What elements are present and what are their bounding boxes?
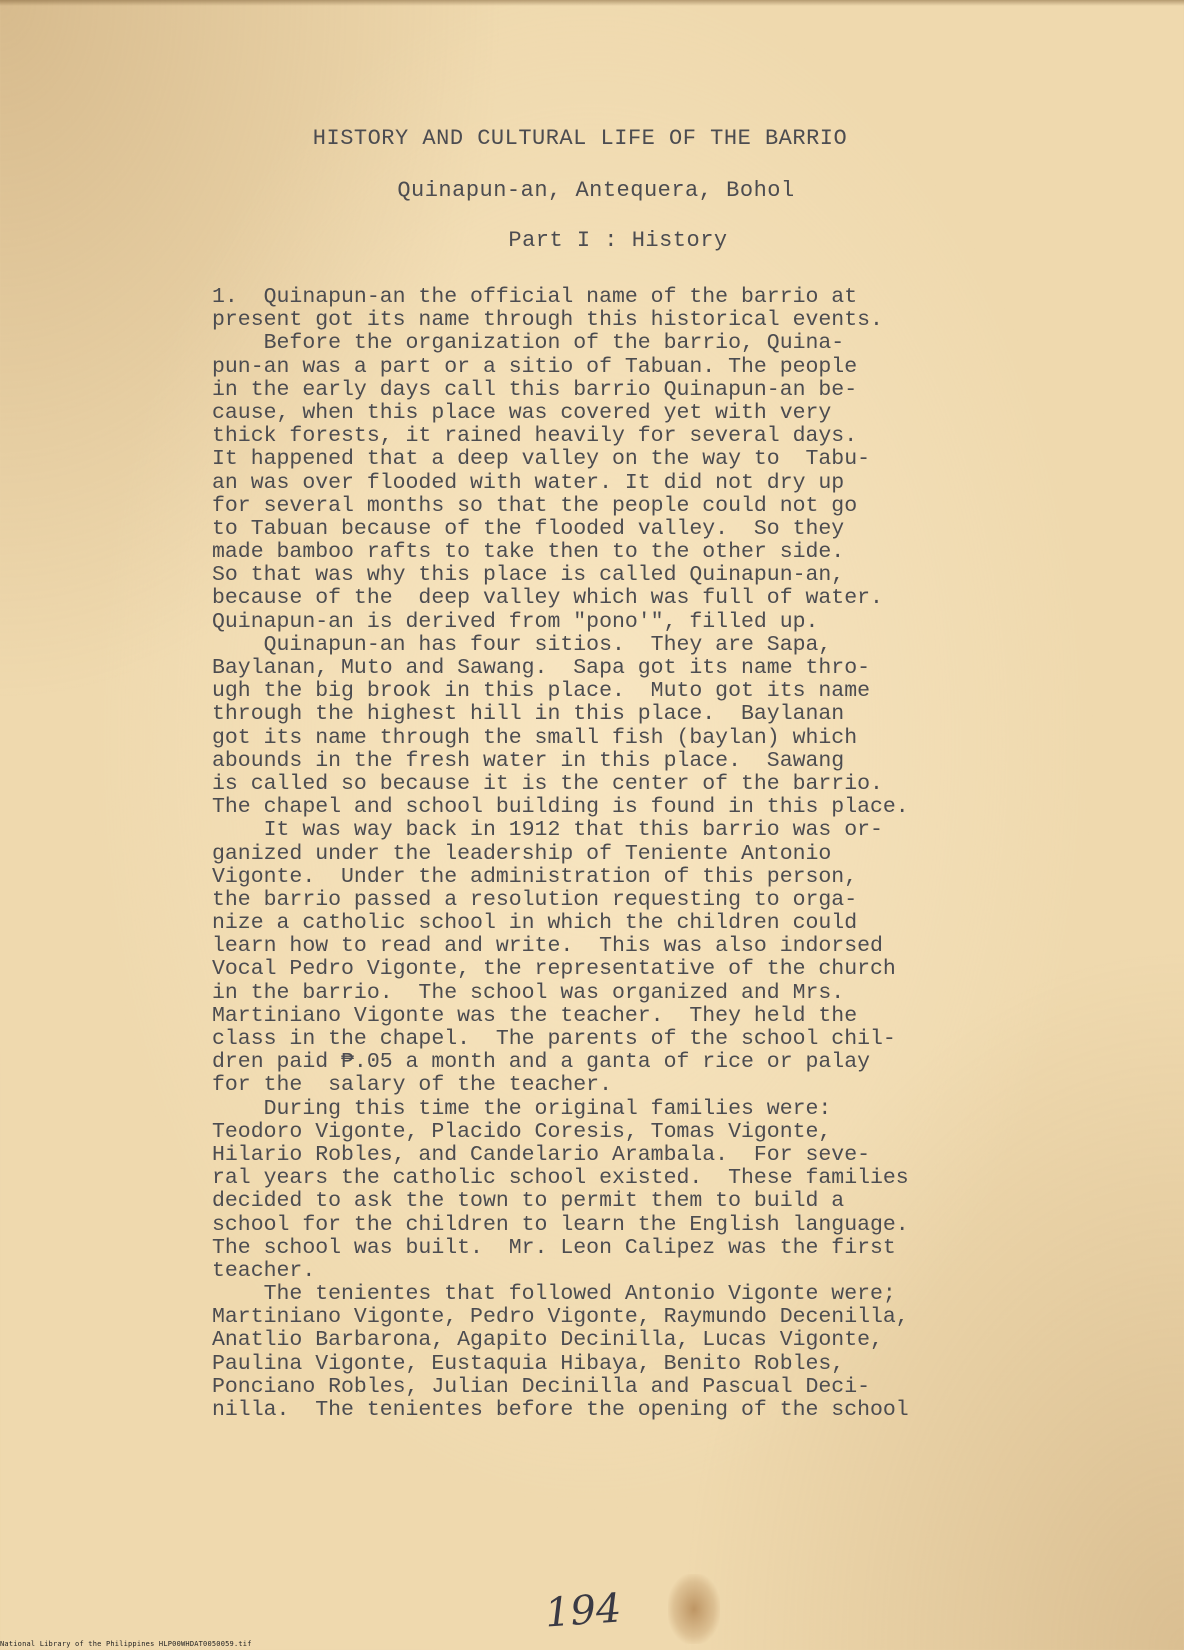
- text-line: Vocal Pedro Vigonte, the representative of the church: [212, 957, 896, 982]
- body-text: [212, 286, 1072, 1422]
- text-line: 1. Quinapun-an the official name of the barrio at: [212, 285, 858, 309]
- text-line: is called so because it is the center of the barrio.: [212, 771, 883, 796]
- text-line: school for the children to learn the English language.: [212, 1212, 909, 1237]
- paper-stain: [668, 1574, 720, 1644]
- text-line: Hilario Robles, and Candelario Arambala. For seve-: [212, 1142, 871, 1167]
- text-line: cause, when this place was covered yet with very: [212, 400, 832, 425]
- text-line: Anatlio Barbarona, Agapito Decinilla, Lucas Vigonte,: [212, 1328, 883, 1353]
- text-line: ugh the big brook in this place. Muto got its name: [212, 679, 871, 704]
- text-line: present got its name through this historical events.: [212, 308, 883, 333]
- handwritten-page-number: 194: [543, 1585, 623, 1637]
- text-line: to Tabuan because of the flooded valley. So they: [212, 516, 845, 541]
- text-line: for the salary of the teacher.: [212, 1073, 612, 1098]
- text-line: because of the deep valley which was full of water.: [212, 586, 883, 611]
- text-line: got its name through the small fish (baylan) which: [212, 725, 858, 750]
- text-line: for several months so that the people could not go: [212, 493, 858, 518]
- text-line: The tenientes that followed Antonio Vigonte were;: [212, 1282, 896, 1307]
- text-line: Vigonte. Under the administration of this person,: [212, 864, 858, 889]
- text-line: Paulina Vigonte, Eustaquia Hibaya, Benito Robles,: [212, 1351, 845, 1376]
- text-line: the barrio passed a resolution requesting to orga-: [212, 887, 858, 912]
- text-line: Teodoro Vigonte, Placido Coresis, Tomas Vigonte,: [212, 1119, 832, 1144]
- document-title: HISTORY AND CULTURAL LIFE OF THE BARRIO: [312, 126, 848, 151]
- text-line: The chapel and school building is found in this place.: [212, 795, 909, 820]
- text-line: ral years the catholic school existed. These families: [212, 1166, 909, 1191]
- text-line: decided to ask the town to permit them to build a: [212, 1189, 845, 1214]
- text-line: The school was built. Mr. Leon Calipez was the first: [212, 1235, 896, 1260]
- text-line: So that was why this place is called Quinapun-an,: [212, 563, 845, 588]
- text-line: It happened that a deep valley on the way to Tabu-: [212, 447, 871, 472]
- text-line: Martiniano Vigonte, Pedro Vigonte, Raymundo Decenilla,: [212, 1305, 909, 1330]
- text-line: thick forests, it rained heavily for several days.: [212, 424, 858, 449]
- text-line: through the highest hill in this place. Baylanan: [212, 702, 845, 727]
- text-line: an was over flooded with water. It did not dry up: [212, 470, 845, 495]
- text-line: ganized under the leadership of Teniente Antonio: [212, 841, 832, 866]
- text-line: abounds in the fresh water in this place. Sawang: [212, 748, 845, 773]
- paper-edge: [0, 0, 1184, 6]
- text-line: Quinapun-an has four sitios. They are Sapa,: [212, 632, 832, 657]
- section-heading: Part I : History: [508, 228, 728, 253]
- text-line: Baylanan, Muto and Sawang. Sapa got its name thro-: [212, 656, 871, 680]
- text-line: Ponciano Robles, Julian Decinilla and Pascual Deci-: [212, 1374, 871, 1399]
- document-subtitle: Quinapun-an, Antequera, Bohol: [397, 178, 795, 203]
- text-line: nize a catholic school in which the children could: [212, 911, 858, 936]
- text-line: teacher.: [212, 1258, 316, 1283]
- text-line: It was way back in 1912 that this barrio was or-: [212, 818, 883, 843]
- text-line: in the barrio. The school was organized and Mrs.: [212, 980, 845, 1005]
- text-line: dren paid ₱.05 a month and a ganta of rice or palay: [212, 1050, 871, 1075]
- text-line: class in the chapel. The parents of the school chil-: [212, 1027, 896, 1051]
- text-line: in the early days call this barrio Quinapun-an be-: [212, 377, 858, 402]
- text-line: During this time the original families were:: [212, 1096, 832, 1121]
- text-line: nilla. The tenientes before the opening of the school: [212, 1398, 909, 1422]
- text-line: Martiniano Vigonte was the teacher. They held the: [212, 1003, 858, 1028]
- text-line: learn how to read and write. This was also indorsed: [212, 934, 883, 959]
- text-line: made bamboo rafts to take then to the other side.: [212, 540, 845, 565]
- text-line: Before the organization of the barrio, Quina-: [212, 331, 845, 356]
- scan-caption: National Library of the Philippines HLP00WHDAT0050059.tif: [0, 1640, 252, 1648]
- text-line: pun-an was a part or a sitio of Tabuan. The people: [212, 354, 858, 379]
- text-line: Quinapun-an is derived from "pono'", filled up.: [212, 609, 819, 634]
